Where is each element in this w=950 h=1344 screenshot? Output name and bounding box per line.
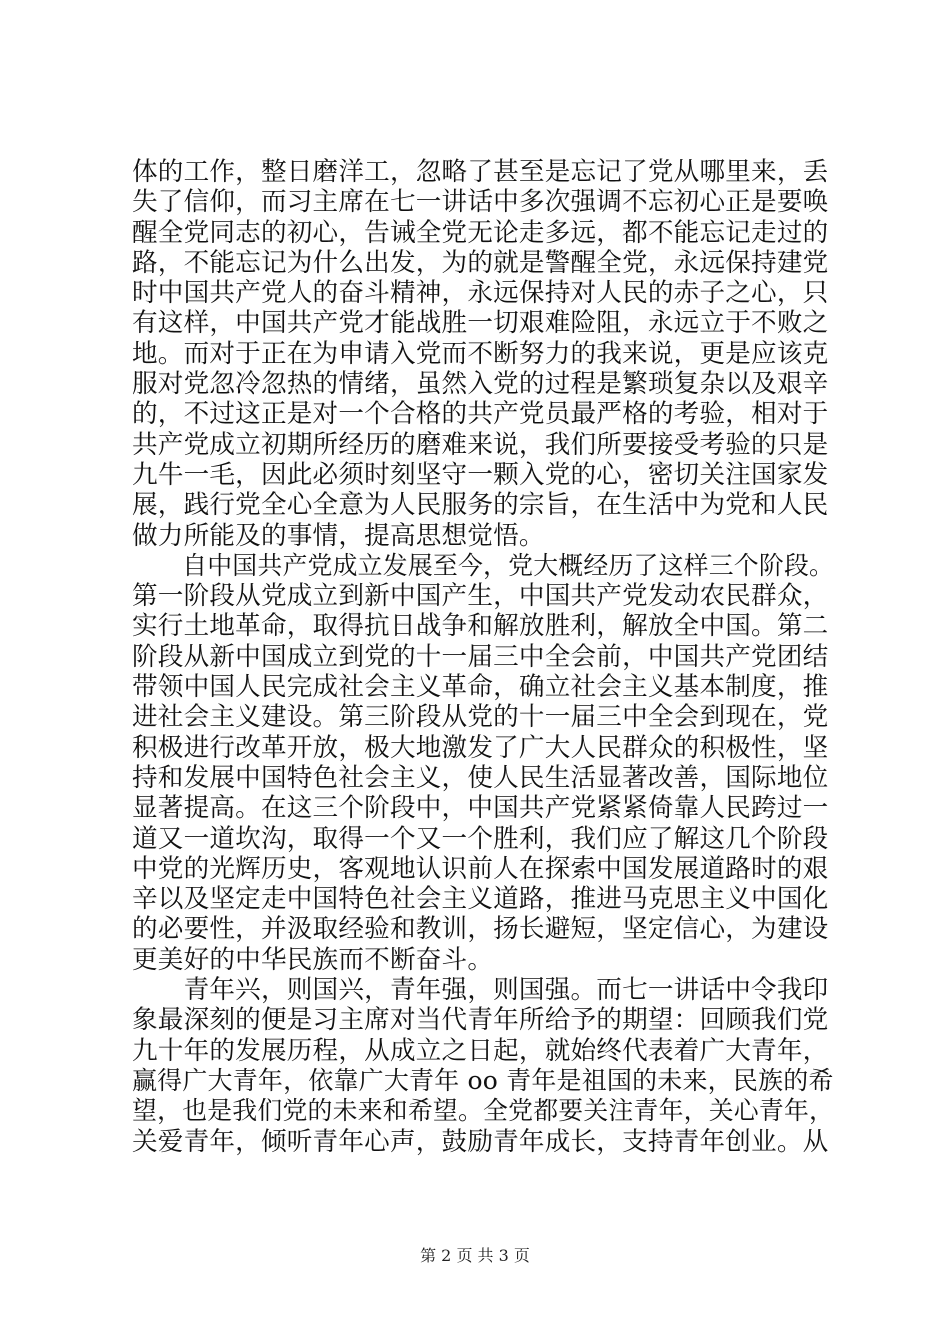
text-line: 有这样，中国共产党才能战胜一切艰难险阻，永远立于不败之 xyxy=(132,308,829,339)
text-line: 第一阶段从党成立到新中国产生，中国共产党发动农民群众， xyxy=(132,581,829,612)
text-line: 失了信仰，而习主席在七一讲话中多次强调不忘初心正是要唤 xyxy=(132,187,829,218)
text-line: 青年兴，则国兴，青年强，则国强。而七一讲话中令我印 xyxy=(132,975,829,1006)
text-line: 共产党成立初期所经历的磨难来说，我们所要接受考验的只是 xyxy=(132,429,829,460)
page-footer: 第 2 页 共 3 页 xyxy=(420,1246,530,1265)
text-line: 的必要性，并汲取经验和教训，扬长避短，坚定信心，为建设 xyxy=(132,914,829,945)
text-line: 道又一道坎沟，取得一个又一个胜利，我们应了解这几个阶段 xyxy=(132,823,829,854)
text-line: 自中国共产党成立发展至今，党大概经历了这样三个阶段。 xyxy=(132,550,835,580)
text-line: 的，不过这正是对一个合格的共产党员最严格的考验，相对于 xyxy=(132,399,829,430)
text-line: 服对党忽冷忽热的情绪，虽然入党的过程是繁琐复杂以及艰辛 xyxy=(132,369,829,400)
text-line: 进社会主义建设。第三阶段从党的十一届三中全会到现在，党 xyxy=(132,702,829,733)
text-line: 九牛一毛，因此必须时刻坚守一颗入党的心，密切关注国家发 xyxy=(132,459,829,490)
text-line: 地。而对于正在为申请入党而不断努力的我来说，更是应该克 xyxy=(132,338,829,369)
text-line: 辛以及坚定走中国特色社会主义道路，推进马克思主义中国化 xyxy=(132,884,829,915)
text-line: 望，也是我们党的未来和希望。全党都要关注青年，关心青年， xyxy=(132,1096,835,1126)
text-line: 阶段从新中国成立到党的十一届三中全会前，中国共产党团结 xyxy=(132,641,829,672)
text-line: 更美好的中华民族而不断奋斗。 xyxy=(132,944,494,975)
text-line: 关爱青年，倾听青年心声，鼓励青年成长，支持青年创业。从 xyxy=(132,1126,829,1157)
text-line: 显著提高。在这三个阶段中，中国共产党紧紧倚靠人民跨过一 xyxy=(132,793,829,824)
text-line: 中党的光辉历史，客观地认识前人在探索中国发展道路时的艰 xyxy=(132,853,829,884)
text-line: 九十年的发展历程，从成立之日起，就始终代表着广大青年， xyxy=(132,1035,829,1066)
text-line: 时中国共产党人的奋斗精神，永远保持对人民的赤子之心，只 xyxy=(132,278,829,309)
text-line: 带领中国人民完成社会主义革命，确立社会主义基本制度，推 xyxy=(132,672,829,703)
text-line: 赢得广大青年，依靠广大青年 oo 青年是祖国的未来，民族的希 xyxy=(132,1065,834,1095)
text-line: 展，践行党全心全意为人民服务的宗旨，在生活中为党和人民 xyxy=(132,490,829,521)
text-line: 积极进行改革开放，极大地激发了广大人民群众的积极性，坚 xyxy=(132,732,829,763)
text-line: 醒全党同志的初心，告诫全党无论走多远，都不能忘记走过的 xyxy=(132,217,829,248)
text-line: 持和发展中国特色社会主义，使人民生活显著改善，国际地位 xyxy=(132,762,829,793)
text-line: 象最深刻的便是习主席对当代青年所给予的期望：回顾我们党 xyxy=(132,1005,829,1036)
text-line: 实行土地革命，取得抗日战争和解放胜利，解放全中国。第二 xyxy=(132,611,829,642)
text-line: 体的工作，整日磨洋工，忽略了甚至是忘记了党从哪里来，丢 xyxy=(132,157,829,187)
text-line: 做力所能及的事情，提高思想觉悟。 xyxy=(132,520,545,551)
body-text xyxy=(132,157,834,1157)
text-line: 路，不能忘记为什么出发，为的就是警醒全党，永远保持建党 xyxy=(132,247,829,278)
